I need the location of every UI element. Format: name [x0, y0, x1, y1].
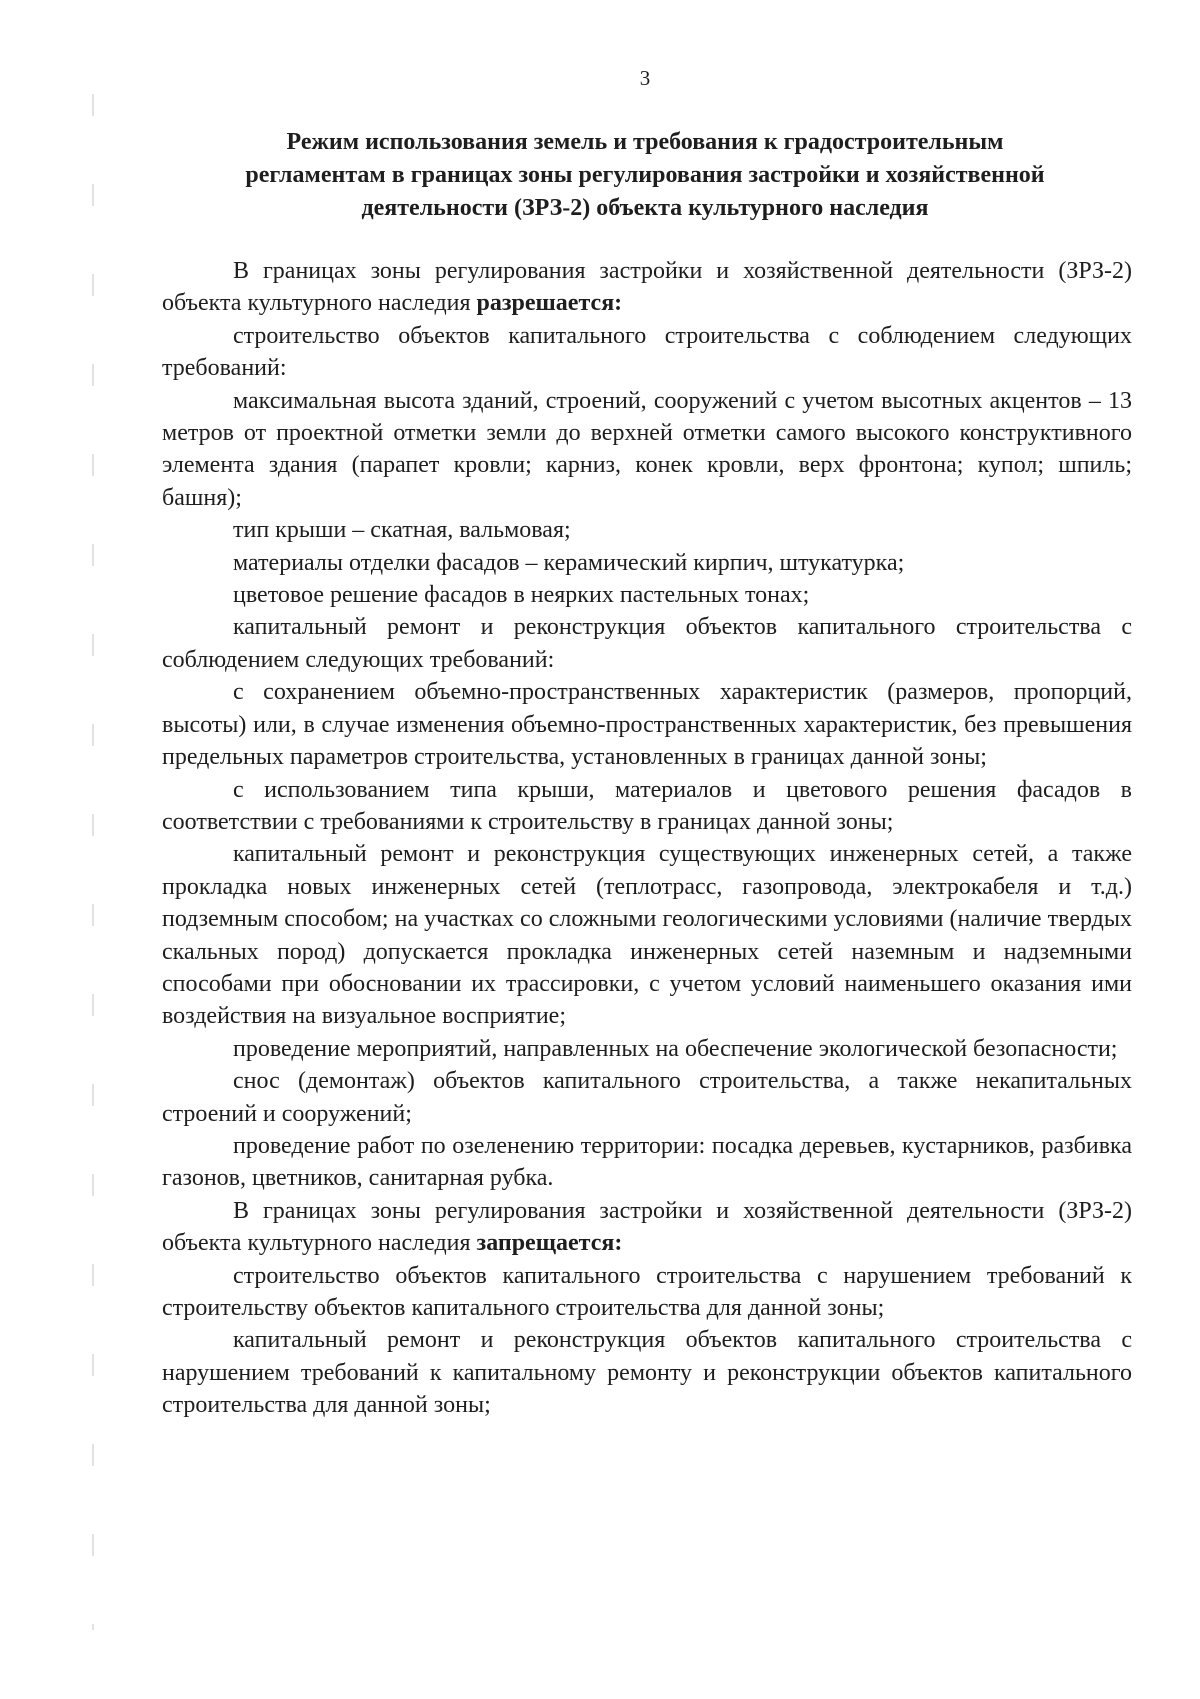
- paragraph-text: В границах зоны регулирования застройки и хозяйственной деятельности (ЗРЗ-2) объекта культурного наследия: [162, 1197, 1132, 1257]
- paragraph: капитальный ремонт и реконструкция объектов капитального строительства с соблюдением следующих требований:: [162, 614, 1132, 673]
- scan-margin-marks: [92, 70, 94, 1630]
- paragraph: строительство объектов капитального строительства с нарушением требований к строительству объектов капитального строительства для данной зоны;: [162, 1262, 1132, 1321]
- paragraph: капитальный ремонт и реконструкция существующих инженерных сетей, а также прокладка новых инженерных сетей (теплотрасс, газопровода, электрокабеля и т.д.) подземным способом; на участках со сложными геологическими условиями (наличие твердых скальных пород) допускается прокладка инженерных сетей наземным и надземными способами при обосновании их трассировки, с учетом условий наименьшего оказания ими воздействия на визуальное восприятие;: [162, 841, 1132, 1030]
- paragraph: с использованием типа крыши, материалов и цветового решения фасадов в соответствии с требованиями к строительству в границах данной зоны;: [162, 776, 1132, 835]
- paragraph: проведение мероприятий, направленных на обеспечение экологической безопасности;: [233, 1035, 1118, 1062]
- paragraph: капитальный ремонт и реконструкция объектов капитального строительства с нарушением требований к капитальному ремонту и реконструкции объектов капитального строительства для данной зоны;: [162, 1327, 1132, 1419]
- paragraph: строительство объектов капитального строительства с соблюдением следующих требований:: [162, 322, 1132, 382]
- paragraph: материалы отделки фасадов – керамический кирпич, штукатурка;: [233, 549, 905, 576]
- page-number: 3: [639, 66, 651, 90]
- paragraph-intro-forbidden: [162, 1195, 1132, 1260]
- document-body: [162, 255, 1132, 1422]
- title-line: Режим использования земель и требования к градостроительным: [286, 129, 1004, 155]
- paragraph: тип крыши – скатная, вальмовая;: [233, 517, 571, 544]
- paragraph: цветовое решение фасадов в неярких пастельных тонах;: [233, 582, 810, 609]
- paragraph-intro-allowed: [162, 255, 1132, 320]
- paragraph: максимальная высота зданий, строений, сооружений с учетом высотных акцентов – 13 метров от проектной отметки земли до верхней отметки самого высокого конструктивного элемента здания (парапет кровли; карниз, конек кровли, верх фронтона; купол; шпиль; башня);: [162, 387, 1132, 511]
- paragraph: с сохранением объемно-пространственных характеристик (размеров, пропорций, высоты) или, в случае изменения объемно-пространственных характеристик, без превышения предельных параметров строительства, установленных в границах данной зоны;: [162, 679, 1132, 771]
- title-line: деятельности (ЗРЗ-2) объекта культурного наследия: [361, 195, 929, 221]
- paragraph-text: В границах зоны регулирования застройки и хозяйственной деятельности (ЗРЗ-2) объекта культурного наследия: [162, 258, 1132, 317]
- title-line: регламентам в границах зоны регулирования застройки и хозяйственной: [245, 162, 1045, 188]
- paragraph-keyword-forbidden: запрещается:: [476, 1230, 623, 1257]
- paragraph: снос (демонтаж) объектов капитального строительства, а также некапитальных строений и сооружений;: [162, 1068, 1132, 1127]
- document-title: [160, 126, 1130, 225]
- paragraph: проведение работ по озеленению территории: посадка деревьев, кустарников, разбивка газонов, цветников, санитарная рубка.: [162, 1132, 1132, 1192]
- paragraph-keyword-allowed: разрешается:: [476, 290, 623, 317]
